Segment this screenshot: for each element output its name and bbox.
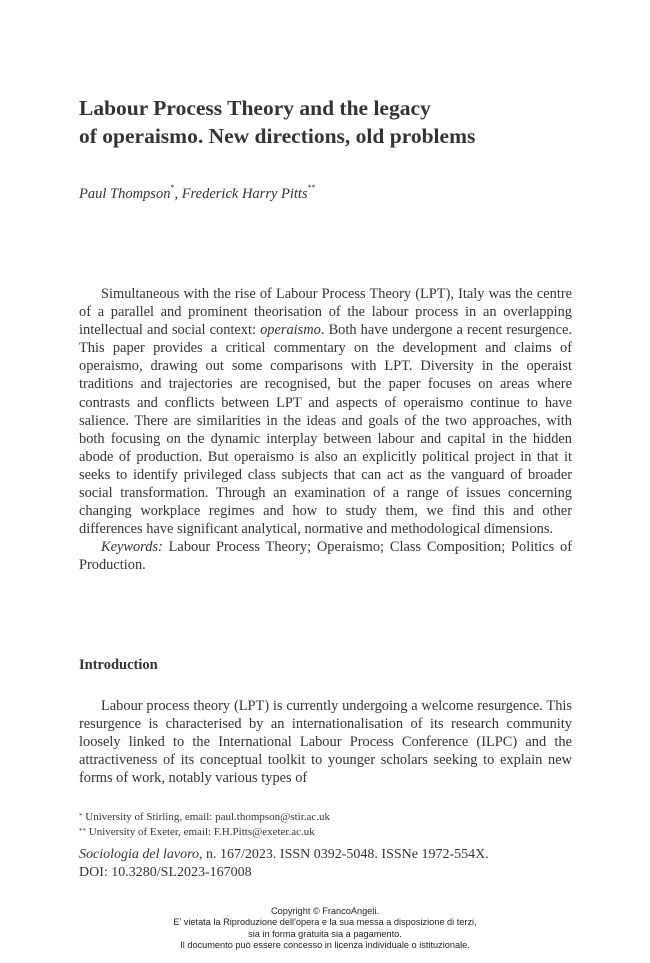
affiliation-mark: ** [307,183,316,192]
footnote-mark: * [79,812,83,820]
citation-line [79,846,572,864]
abstract-text: Simultaneous with the rise of Labour Process Theory (LPT), Italy was the centre of a parallel and prominent theorisation of the labour process in an overlapping intellectual and social context: [79,286,572,339]
introduction-body [79,697,572,787]
keywords-list: Labour Process Theory; Operaismo; Class Composition; Politics of Production. [79,539,572,574]
abstract-italic-term: operaismo [260,322,321,339]
copyright-line: Copyright © FrancoAngeli. [271,906,379,916]
doi: DOI: 10.3280/SL2023-167008 [79,865,252,880]
abstract-paragraph [79,285,572,538]
keywords-label: Keywords: [101,539,163,556]
copyright-line: Il documento può essere concesso in licenza individuale o istituzionale. [180,939,470,950]
footnotes [79,810,572,840]
issue-info: , n. 167/2023. ISSN 0392-5048. ISSNe 1972-554X. [199,847,489,862]
introduction-paragraph: Labour process theory (LPT) is currently undergoing a welcome resurgence. This resurgence is characterised by an internationalisation of its research community loosely linked to the International Labour Process Conference (ILPC) and the attractiveness of its conceptual toolkit to younger scholars seeking to explain new forms of work, notably various types of [79,698,572,787]
author-name: Frederick Harry Pitts [181,186,308,202]
author-name: Paul Thompson [79,186,171,202]
title-line-2: of operaismo. New directions, old problems [79,124,476,148]
footnote [79,825,572,840]
footnote-mark: ** [79,827,86,835]
abstract [79,285,572,575]
title-line-1: Labour Process Theory and the legacy [79,96,431,120]
section-heading: Introduction [79,657,158,673]
affiliation-mark: * [170,183,175,192]
copyright-line: E' vietata la Riproduzione dell'opera e la sua messa a disposizione di terzi, [173,917,477,928]
author-list [79,183,316,203]
footnote [79,810,572,825]
copyright-notice [0,906,650,951]
author-separator: , [174,186,182,202]
footnote-text: University of Exeter, email: F.H.Pitts@exeter.ac.uk [86,826,315,838]
journal-citation [79,846,572,882]
journal-name: Sociologia del lavoro [79,847,200,862]
abstract-text: . Both have undergone a recent resurgence. This paper provides a critical commentary on the development and claims of operaismo, drawing out some comparisons with LPT. Diversity in the operaist traditions and trajectories are recognised, but the paper focuses on areas where contrasts and conflicts between LPT and aspects of operaismo continue to have salience. There are similarities in the ideas and goals of the two approaches, with both focusing on the dynamic interplay between labour and capital in the hidden abode of production. But operaismo is also an explicitly political project in that it seeks to identify privileged class subjects that can act as the vanguard of broader social transformation. Through an examination of a range of issues concerning changing workplace regimes and how to study them, we find this and other differences have significant analytical, normative and methodological dimensions. [79,322,572,538]
paper-title [79,94,579,150]
copyright-line: sia in forma gratuita sia a pagamento. [248,928,402,939]
footnote-text: University of Stirling, email: paul.thompson@stir.ac.uk [82,811,331,823]
keywords-paragraph [79,538,572,574]
